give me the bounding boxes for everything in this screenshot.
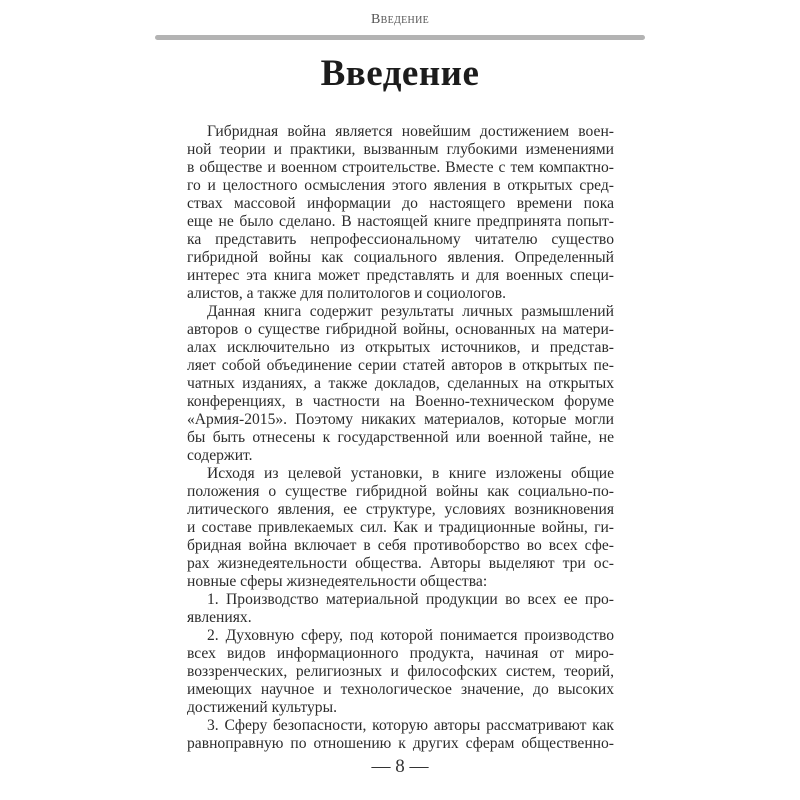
text-line: достижений культуры. (187, 699, 337, 716)
text-line: ствах массовой информации до настоящего времени пока (187, 195, 614, 212)
text-line: воззренческих, религиозных и философских систем, теорий, (187, 663, 614, 680)
text-line: чатных изданиях, а также докладов, сделанных на открытых (187, 375, 614, 392)
text-line: литического явления, ее структуре, условиях возникновения (187, 501, 614, 518)
text-line: авторов о существе гибридной войны, основанных на матери- (187, 321, 614, 338)
paragraph (187, 303, 614, 465)
text-line: новные сферы жизнедеятельности общества: (187, 573, 488, 590)
text-line: ной теории и практики, вызванным глубокими изменениями (187, 141, 614, 158)
text-line: явлениях. (187, 609, 252, 626)
text-line: бридная война включает в себя противоборство во всех сфе- (187, 537, 614, 554)
text-line: равноправную по отношению к других сферам общественно- (187, 735, 614, 752)
text-line: в обществе и военном строительстве. Вместе с тем компактно- (187, 159, 614, 176)
text-line: рах жизнедеятельности общества. Авторы выделяют три ос- (187, 555, 614, 572)
text-line: алистов, а также для политологов и социологов. (187, 285, 506, 302)
text-line: Данная книга содержит результаты личных размышлений (207, 303, 614, 320)
paragraph (187, 717, 614, 753)
paragraph (187, 627, 614, 717)
text-line: алах исключительно из открытых источников, и представ- (187, 339, 614, 356)
text-line: «Армия-2015». Поэтому никаких материалов, которые могли (187, 411, 614, 428)
text-line: интерес эта книга может представлять и для военных специ- (187, 267, 614, 284)
page-number: — 8 — (371, 756, 429, 777)
text-line: 3. Сферу безопасности, которую авторы рассматривают как (207, 717, 614, 734)
text-line: Исходя из целевой установки, в книге изложены общие (207, 465, 614, 482)
text-line: Гибридная война является новейшим достижением воен- (207, 123, 614, 140)
text-line: и составе привлекаемых сил. Как и традиционные войны, ги- (187, 519, 614, 536)
running-head: Введение (371, 12, 429, 27)
text-line: всех видов информационного продукта, начиная от миро- (187, 645, 614, 662)
text-line: ка представить непрофессиональному читателю существо (187, 231, 614, 248)
text-line: содержит. (187, 447, 253, 464)
text-line: еще не было сделано. В настоящей книге предпринята попыт- (187, 213, 614, 230)
paragraph (187, 123, 614, 303)
text-line: 2. Духовную сферу, под которой понимается производство (207, 627, 614, 644)
text-line: положения о существе гибридной войны как социально-по- (187, 483, 614, 500)
text-line: бы быть отнесены к государственной или военной тайне, не (187, 429, 614, 446)
paragraph (187, 591, 614, 627)
body-text (187, 123, 614, 753)
paragraph (187, 465, 614, 591)
text-line: ляет собой объединение серии статей авторов в открытых пе- (187, 357, 614, 374)
text-line: го и целостного осмысления этого явления в открытых сред- (187, 177, 614, 194)
text-line: имеющих научное и технологическое значение, до высоких (187, 681, 614, 698)
text-line: 1. Производство материальной продукции во всех ее про- (207, 591, 614, 608)
text-line: конференциях, в частности на Военно-техническом форуме (187, 393, 614, 410)
header-rule (155, 35, 645, 40)
chapter-title: Введение (320, 53, 480, 94)
text-line: гибридной войны как социального явления. Определенный (187, 249, 614, 266)
